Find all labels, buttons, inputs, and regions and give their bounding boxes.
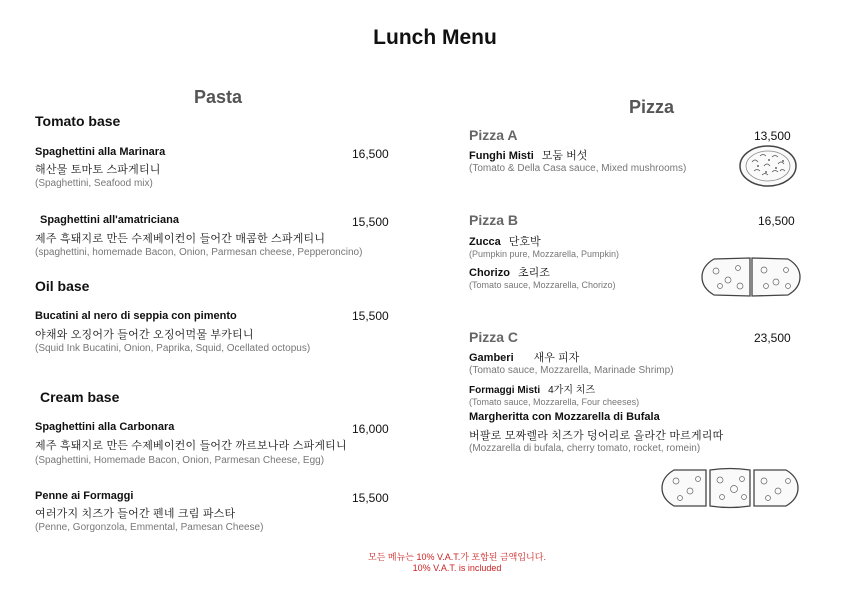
item-funghi-misti: Funghi Misti 모둠 버섯: [469, 150, 588, 162]
price-bucatini: 15,500: [352, 309, 389, 323]
price-pizza-c: 23,500: [754, 331, 791, 345]
pizza-b-heading: Pizza B: [469, 212, 519, 228]
pizza-a-heading: Pizza A: [469, 127, 518, 143]
item-name-bucatini: Bucatini al nero di seppia con pimento: [35, 310, 237, 322]
item-name-marinara: Spaghettini alla Marinara: [35, 146, 166, 158]
price-amatriciana: 15,500: [352, 215, 389, 229]
item-name-margheritta: Margheritta con Mozzarella di Bufala: [469, 411, 660, 423]
category-tomato-base: Tomato base: [35, 113, 121, 129]
item-ko-carbonara: 제주 흑돼지로 만든 수제베이컨이 들어간 까르보나라 스파게티니: [35, 440, 347, 452]
item-desc-bucatini: (Squid Ink Bucatini, Onion, Paprika, Squid, Ocellated octopus): [35, 343, 311, 354]
category-cream-base: Cream base: [40, 389, 120, 405]
item-ko-penne: 여러가지 치즈가 들어간 펜네 크림 파스타: [35, 508, 236, 520]
price-marinara: 16,500: [352, 147, 389, 161]
item-desc-penne: (Penne, Gorgonzola, Emmental, Pamesan Cheese): [35, 522, 264, 533]
pizza-c-heading: Pizza C: [469, 329, 519, 345]
item-ko-bucatini: 야채와 오징어가 들어간 오징어먹물 부카티니: [35, 329, 254, 341]
item-desc-amatriciana: (spaghettini, homemade Bacon, Onion, Parmesan cheese, Pepperoncino): [35, 247, 363, 258]
item-desc-margheritta: (Mozzarella di bufala, cherry tomato, rocket, romein): [469, 443, 701, 454]
item-desc-gamberi: (Tomato sauce, Mozzarella, Marinade Shrimp): [469, 365, 674, 376]
item-ko-margheritta: 버팔로 모짜렐라 치즈가 덩어리로 올라간 마르게리따: [469, 430, 724, 442]
pizza-a-image: [738, 144, 798, 188]
price-pizza-a: 13,500: [754, 129, 791, 143]
item-zucca: Zucca 단호박: [469, 236, 541, 248]
pasta-heading: Pasta: [194, 87, 243, 107]
item-formaggi-misti: Formaggi Misti 4가지 치즈: [469, 385, 596, 396]
item-ko-marinara: 해산물 토마토 스파게티니: [35, 164, 161, 176]
category-oil-base: Oil base: [35, 278, 90, 294]
item-chorizo: Chorizo 초리조: [469, 267, 550, 279]
item-desc-chorizo: (Tomato sauce, Mozzarella, Chorizo): [469, 280, 616, 290]
item-desc-funghi-misti: (Tomato & Della Casa sauce, Mixed mushrooms): [469, 163, 687, 174]
pizza-c-image: [660, 467, 800, 509]
vat-note-en: 10% V.A.T. is included: [412, 563, 502, 573]
price-carbonara: 16,000: [352, 422, 389, 436]
item-desc-formaggi-misti: (Tomato sauce, Mozzarella, Four cheeses): [469, 397, 640, 407]
item-gamberi: Gamberi 새우 피자: [469, 352, 580, 364]
price-penne: 15,500: [352, 491, 389, 505]
item-desc-zucca: (Pumpkin pure, Mozzarella, Pumpkin): [469, 249, 620, 259]
pizza-heading: Pizza: [629, 97, 675, 117]
item-desc-carbonara: (Spaghettini, Homemade Bacon, Onion, Parmesan Cheese, Egg): [35, 455, 325, 466]
item-ko-amatriciana: 제주 흑돼지로 만든 수제베이컨이 들어간 매콤한 스파게티니: [35, 233, 326, 245]
item-desc-marinara: (Spaghettini, Seafood mix): [35, 178, 153, 189]
item-name-penne: Penne ai Formaggi: [35, 490, 134, 502]
item-name-amatriciana: Spaghettini all'amatriciana: [40, 214, 179, 226]
page-title: Lunch Menu: [373, 26, 497, 49]
pizza-b-image: [700, 256, 802, 298]
item-name-carbonara: Spaghettini alla Carbonara: [35, 421, 175, 433]
price-pizza-b: 16,500: [758, 214, 795, 228]
vat-note-ko: 모든 메뉴는 10% V.A.T.가 포함된 금액입니다.: [368, 552, 546, 562]
